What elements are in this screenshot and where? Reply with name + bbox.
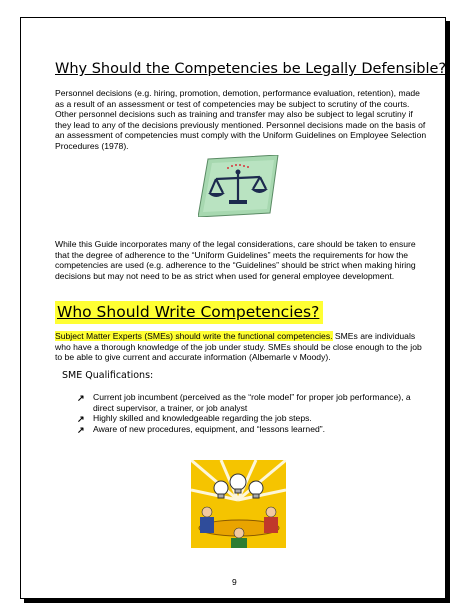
highlighted-sentence: Subject Matter Experts (SMEs) should write the functional competencies. <box>55 331 333 341</box>
check-arrow-icon: ↗ <box>77 393 85 403</box>
paragraph-uniform-guidelines: While this Guide incorporates many of the legal considerations, care should be taken to ensure that the degree of adherence to the “Uniform Guidelines” meets the requirements for how the competencies are used (e.g. adherence to the “Guidelines” should be strict when making hiring decisions but may not need to be as strict when used for general employee development. <box>55 239 416 281</box>
section-heading-legal: Why Should the Competencies be Legally Defensible? <box>55 61 447 77</box>
section-heading-highlight <box>55 301 323 324</box>
scales-of-justice-clipart <box>198 155 280 217</box>
paragraph-personnel-decisions: Personnel decisions (e.g. hiring, promotion, demotion, performance evaluation, retention), made as a result of an assessment or test of competencies may be subject to scrutiny of the courts. Other personnel decisions such as training and transfer may also be subject to legal scrutiny if they lead to any of the decisions previously mentioned. Personnel decisions made on the basis of an assessment of competencies must comply with the Uniform Guidelines on Employee Selection Procedures (1978). <box>55 88 427 151</box>
list-item: ↗ Aware of new procedures, equipment, and “lessons learned”. <box>77 423 326 435</box>
sme-qualifications-list <box>77 392 417 434</box>
paragraph-smes <box>55 331 427 363</box>
meeting-lightbulbs-clipart <box>191 460 286 548</box>
paragraph-smes-rest: SMEs are individuals who have a thorough knowledge of the job under study. SMEs should be close enough to the job to be able to give current and accurate information (Albemarle v Moody). <box>55 331 422 363</box>
list-item: ↗ Current job incumbent (perceived as the “role model” for proper job performance), a direct supervisor, a trainer, or job analyst <box>77 392 411 413</box>
check-arrow-icon: ↗ <box>77 424 85 435</box>
sme-qualifications-heading: SME Qualifications: <box>62 370 154 381</box>
section-heading-who-writes: Who Should Write Competencies? <box>57 303 320 321</box>
page-number: 9 <box>232 577 237 587</box>
list-item: ↗ Highly skilled and knowledgeable regarding the job steps. <box>77 413 312 425</box>
check-arrow-icon: ↗ <box>77 414 85 425</box>
